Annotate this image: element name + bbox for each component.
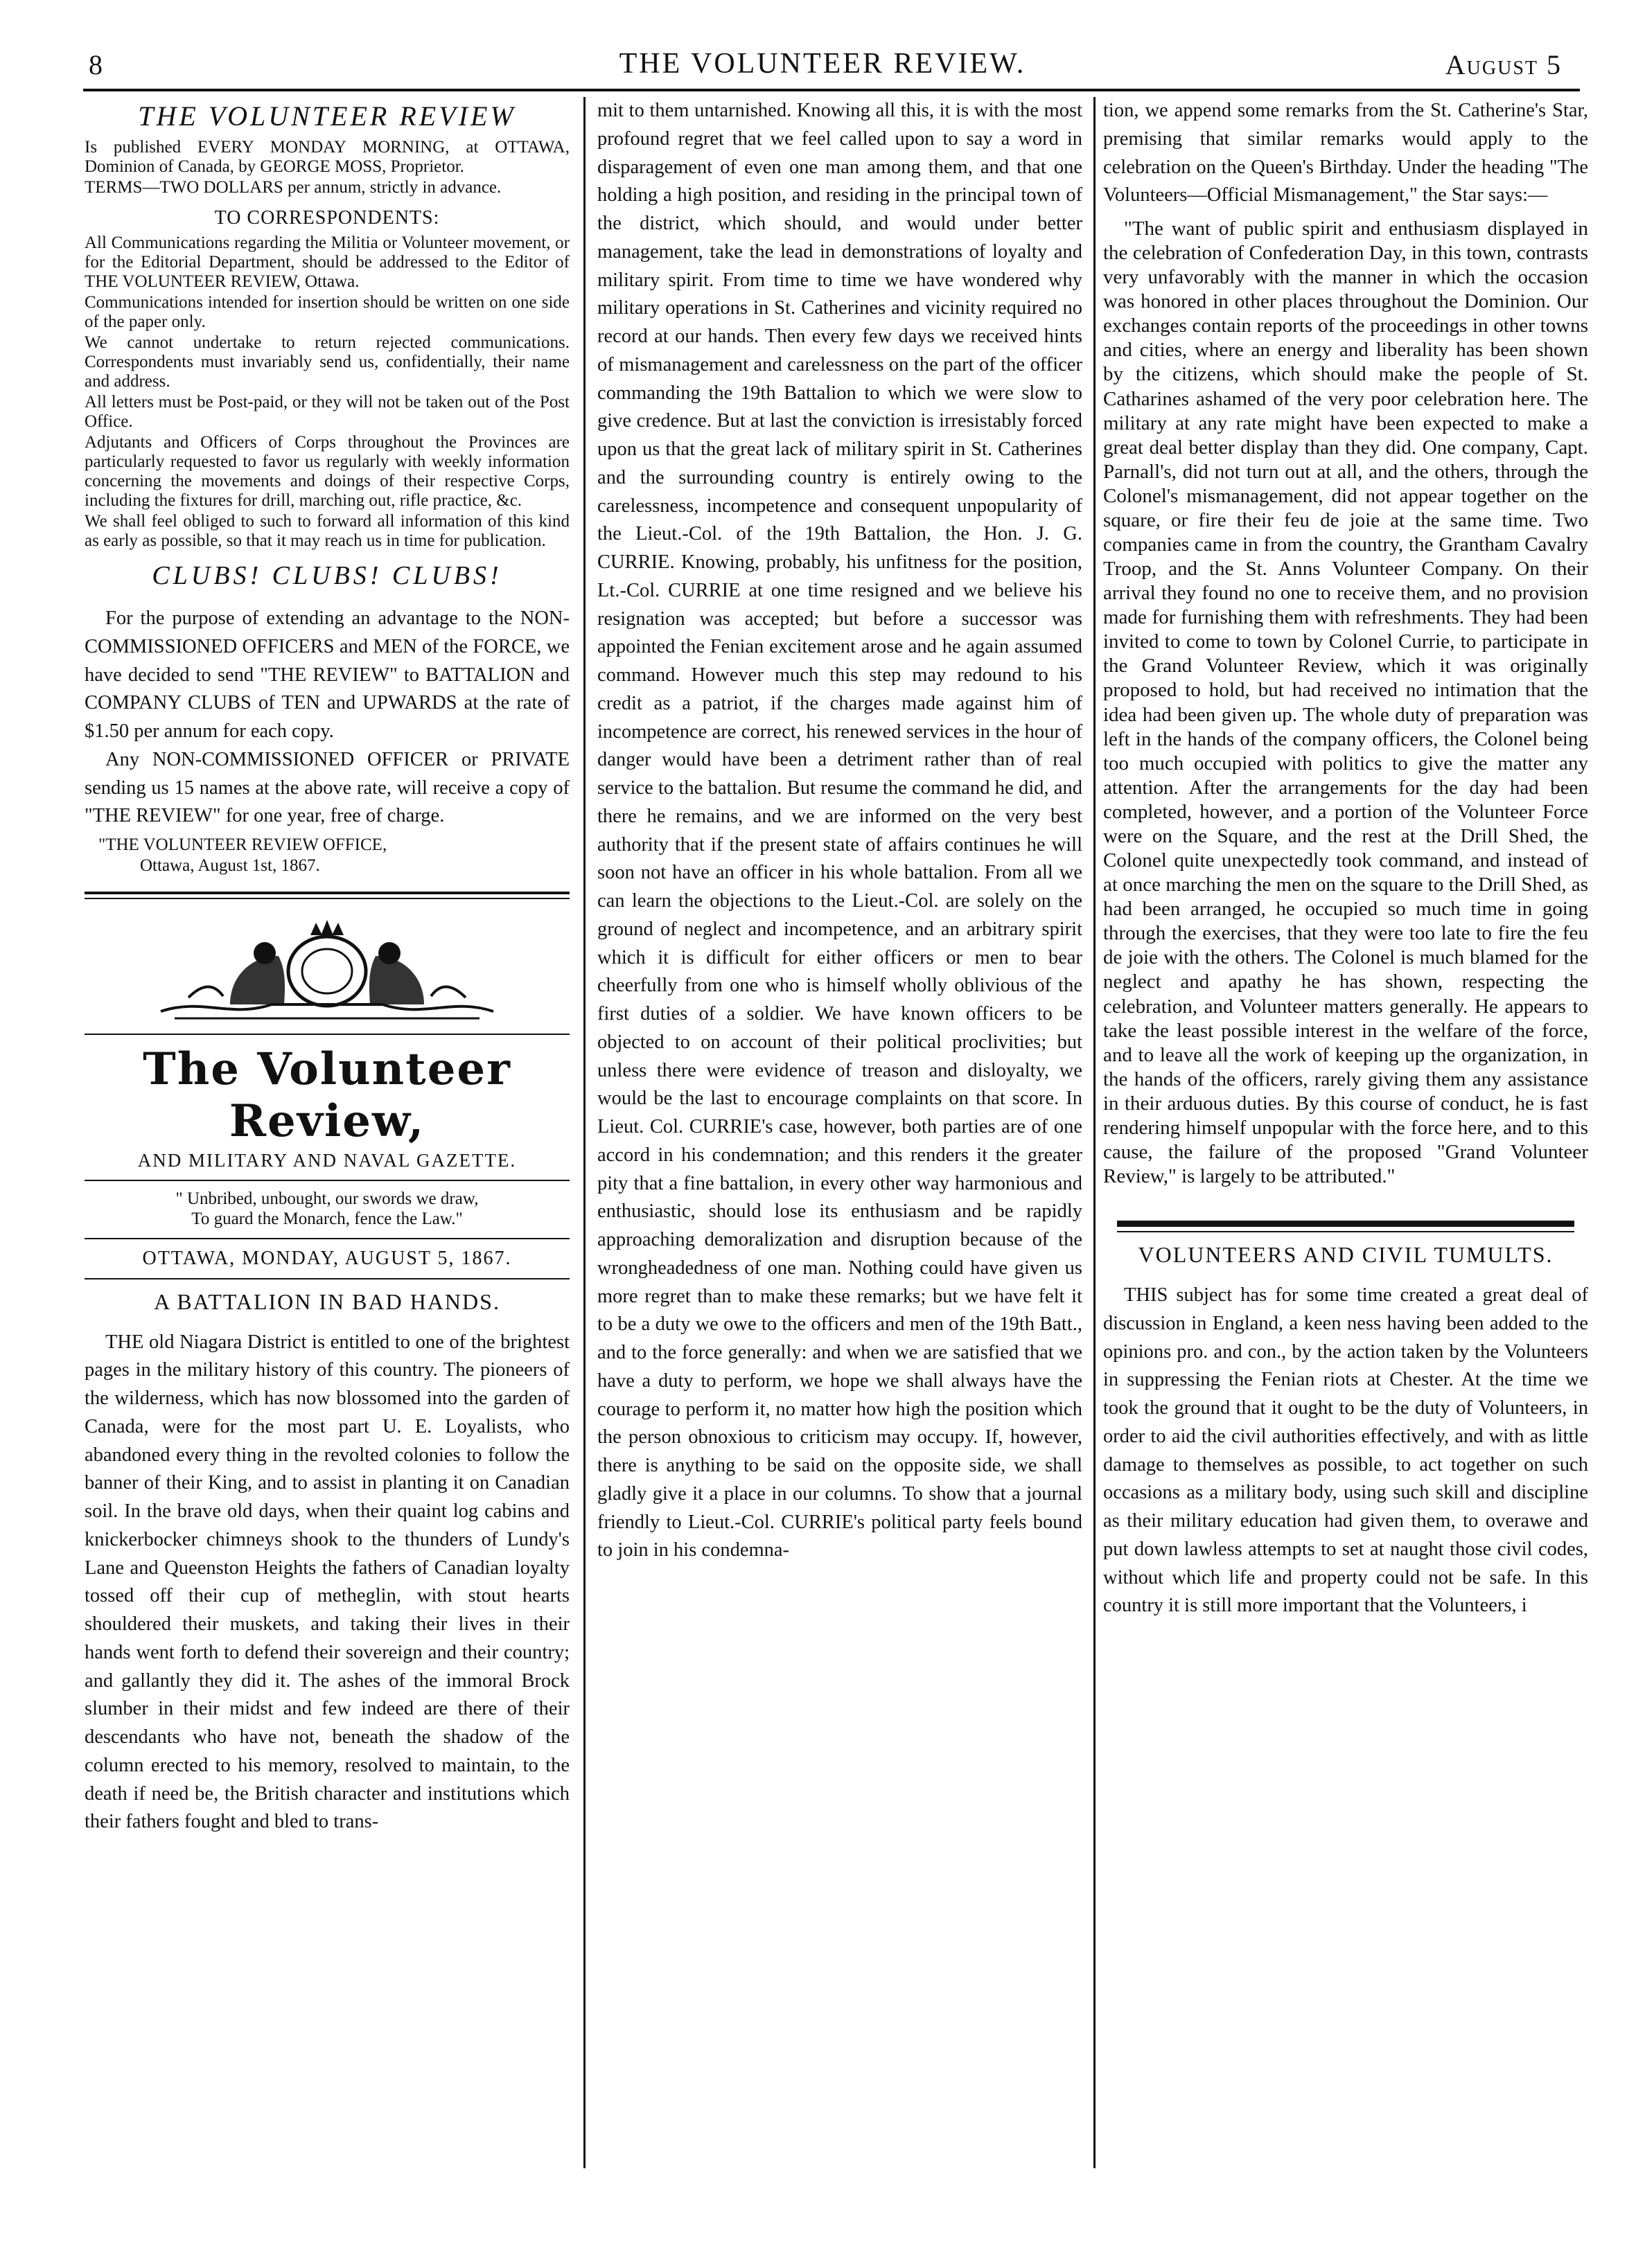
issue-dateline: OTTAWA, MONDAY, AUGUST 5, 1867. xyxy=(142,1247,512,1269)
article-paragraph: THE old Niagara District is entitled to one of the brightest pages in the military history of this country. The pioneers of the wilderness, which has now blossomed into the garden of Canada, were for the most part U. E. Loyalists, who abandoned every thing in the revolted colonies to follow the banner of their King, and to assist in planting it on Canadian soil. In the brave old days, when their quaint log cabins and knickerbocker chimneys shook to the thunders of Lundy's Lane and Queenston Heights the fathers of Canadian loyalty tossed off their cup of metheglin, with stout hearts shouldered their muskets, and taking their lives in their hands went forth to defend their sovereign and their country; and gallantly they did it. The ashes of the immoral Brock slumber in their midst and few indeed are there of their descendants who have not, beneath the shadow of the column erected to his memory, resolved to maintain, to the death if need be, the British character and institutions which their fathers fought and bled to trans- xyxy=(85,1331,570,1833)
star-quotation xyxy=(1103,217,1588,1189)
signature-line: "THE VOLUNTEER REVIEW OFFICE, xyxy=(98,835,387,854)
section-rule xyxy=(1117,1221,1574,1227)
section-rule xyxy=(85,892,570,899)
quotation-paragraph: "The want of public spirit and enthusiasm displayed in the celebration of Confederation Day, in this town, contrasts very unfavorably with the manner in which the occasion was honored in other places throughout the Dominion. Our exchanges contain reports of the proceedings in other towns and cities, where an energy and liberality has been shown by the citizens, which should make the people of St. Catharines ashamed of the very poor celebration here. The military at any rate might have been expected to make a great deal better display than they did. One company, Capt. Parnall's, did not turn out at all, and the others, through the Colonel's mismanagement, did not appear together on the square, or fire their feu de joie at the same time. Two companies came in from the country, the Grantham Cavalry Troop, and the St. Anns Volunteer Company. On their arrival they found no one to receive them, and no provision made for furnishing them with refreshments. They had been invited to come to town by Colonel Currie, to participate in the Grand Volunteer Review, which it was originally proposed to hold, but had received no intimation that the idea had been given up. The whole duty of preparation was left in the hands of the company officers, the Colonel being too much occupied with politics to give the matter any attention. After the arrangements for the day had been completed, however, and a portion of the Volunteer Force were on the Square, and the rest at the Drill Shed, the Colonel quite unexpectedly took command, and instead of at once marching the men on the square to the Drill Shed, as had been arranged, he occupied so much time in going through the exercises, that they were too late to fire the feu de joie with the others. The Colonel is much blamed for the neglect and apathy he has shown, respecting the celebration, and Volunteer matters generally. He appears to take the least possible interest in the welfare of the force, and to leave all the work of keeping up the organization, in the hands of the officers, rarely giving them any assistance in their arduous duties. By this course of conduct, he is fast rendering himself unpopular with the force here, and to this cause, the failure of the proposed "Grand Volunteer Review," is largely to be attributed." xyxy=(1103,218,1588,1188)
royal-arms-emblem xyxy=(147,914,507,1025)
page-title: THE VOLUNTEER REVIEW. xyxy=(619,48,1026,80)
article-paragraph: THIS subject has for some time created a great deal of discussion in England, a keen ness having been added to the opinions pro. and con., by the action taken by the Volunteers in suppressing the Fenian riots at Chester. At the time we took the ground that it ought to be the duty of Volunteers, in order to aid the civil authorities effectively, and with as little damage to themselves as possible, to act together on such occasions as a military body, using such skill and discipline as their military education had given them, to overawe and put down lawless attempts to set at naught those civil codes, without which life and property could not be safe. In this country it is still more important that the Volunteers, i xyxy=(1103,1284,1588,1617)
clubs-para: For the purpose of extending an advantage to the NON-COMMISSIONED OFFICERS and MEN of the FORCE, we have decided to send "THE REVIEW" to BATTALION and COMPANY CLUBS of TEN and UPWARDS at the rate of $1.50 per annum for each copy. xyxy=(85,608,570,742)
clubs-signature xyxy=(98,835,570,876)
signature-line: Ottawa, August 1st, 1867. xyxy=(140,856,320,875)
correspondents-para: We cannot undertake to return rejected communications. Correspondents must invariably send us, confidentially, their name and address. xyxy=(85,333,570,391)
correspondents-notice xyxy=(85,233,570,551)
newspaper-subtitle: AND MILITARY AND NAVAL GAZETTE. xyxy=(137,1150,517,1171)
correspondents-para: All Communications regarding the Militia or Volunteer movement, or for the Editorial Department, should be addressed to the Editor of THE VOLUNTEER REVIEW, Ottawa. xyxy=(85,233,570,291)
article-body xyxy=(85,1329,570,1837)
article-heading: VOLUNTEERS AND CIVIL TUMULTS. xyxy=(1138,1242,1554,1268)
motto xyxy=(85,1189,570,1230)
column-2 xyxy=(597,97,1082,2168)
masthead-rule xyxy=(85,1034,570,1035)
column-divider xyxy=(583,97,586,2168)
correspondents-para: Adjutants and Officers of Corps throughout the Provinces are particularly requested to favor us regularly with weekly information concerning the movements and doings of their respective Corps, including the fixtures for drill, marching out, rifle practice, &c. xyxy=(85,433,570,510)
header-rule xyxy=(83,89,1580,91)
article-continued xyxy=(1103,97,1588,210)
correspondents-para: Communications intended for insertion should be written on one side of the paper only. xyxy=(85,293,570,331)
page-date: August 5 xyxy=(1445,49,1562,80)
motto-line: To guard the Monarch, fence the Law." xyxy=(191,1209,463,1228)
column-divider xyxy=(1093,97,1096,2168)
motto-line: " Unbribed, unbought, our swords we draw, xyxy=(175,1189,479,1208)
correspondents-para: All letters must be Post-paid, or they will not be taken out of the Post Office. xyxy=(85,393,570,431)
column-3 xyxy=(1103,97,1588,2168)
correspondents-heading: TO CORRESPONDENTS: xyxy=(214,207,440,229)
terms-line: TERMS—TWO DOLLARS per annum, strictly in advance. xyxy=(85,178,502,197)
subtitle-rule xyxy=(85,1180,570,1181)
section-rule xyxy=(1117,1231,1574,1232)
article-heading: A BATTALION IN BAD HANDS. xyxy=(154,1288,500,1314)
clubs-heading: CLUBS! CLUBS! CLUBS! xyxy=(152,561,502,590)
page-number: 8 xyxy=(89,49,103,80)
column-1 xyxy=(85,97,570,2168)
motto-rule xyxy=(85,1238,570,1239)
clubs-para: Any NON-COMMISSIONED OFFICER or PRIVATE sending us 15 names at the above rate, will receive a copy of "THE REVIEW" for one year, free of charge. xyxy=(85,748,570,827)
masthead-title: THE VOLUNTEER REVIEW xyxy=(138,100,516,132)
publication-notice xyxy=(85,138,570,197)
clubs-notice xyxy=(85,605,570,831)
article-continued xyxy=(597,97,1082,1565)
publish-line: Is published EVERY MONDAY MORNING, at OTTAWA, Dominion of Canada, by GEORGE MOSS, Proprietor. xyxy=(85,138,570,176)
article-body xyxy=(1103,1282,1588,1620)
newspaper-name: The Volunteer Review, xyxy=(143,1043,511,1147)
page-header xyxy=(0,0,1645,80)
article-paragraph: tion, we append some remarks from the St. Catherine's Star, premising that similar remarks would apply to the celebration on the Queen's Birthday. Under the heading "The Volunteers—Official Mismanagement," the Star says:— xyxy=(1103,100,1588,206)
article-paragraph: mit to them untarnished. Knowing all this, it is with the most profound regret that we feel called upon to say a word in disparagement of even one man among them, and that one holding a high position, and residing in the principal town of the district, which should, and would under better management, take the lead in demonstrations of loyalty and military spirit. From time to time we have wondered why military operations in St. Catherines and vicinity required no record at our hands. Then every few days we received hints of mismanagement and carelessness on the part of the officer commanding the 19th Battalion to which we were slow to give credence. But at last the conviction is irresistably forced upon us that the great lack of military spirit in St. Catherines and the surrounding country is entirely owing to the carelessness, incompetence and consequent unpopularity of the Lieut.-Col. of the 19th Battalion, the Hon. J. G. CURRIE. Knowing, probably, his unfitness for the position, Lt.-Col. CURRIE at one time resigned and we believe his resignation was accepted; but before a successor was appointed the Fenian excitement arose and he again assumed command. However much this step may redound to his credit as a patriot, if the charges made against him of incompetence are correct, his renewed services in the hour of danger would have been a detriment rather than of real service to the battalion. But resume the command he did, and there he remains, and we are informed on the very best authority that if the present state of affairs continues he will soon not have an officer in his whole battalion. From all we can learn the objections to the Lieut.-Col. are solely on the ground of neglect and incompetence, and an arbitrary spirit which it is difficult for either officers or men to bear cheerfully from one who is himself wholly oblivious of the first duties of a soldier. We have known officers to be objected to on account of their political proclivities; but unless there were evidence of treason and disloyalty, we would be the last to encourage complaints on that score. In Lieut. Col. CURRIE's case, however, both parties are of one accord in his condemnation; and this renders it the greater pity that a fine battalion, in every other way harmonious and enthusiastic, should lose its enthusiasm and be rapidly approaching demoralization and disruption because of the wrongheadedness of one man. Nothing could have given us more regret than to make these remarks; but we have felt it to be a duty we owe to the officers and men of the 19th Batt., and to the force generally: and when we are satisfied that we have a duty to perform, we hope we shall always have the courage to perform it, no matter how high the position which the person obnoxious to criticism may occupy. If, however, there is anything to be said on the opposite side, we shall gladly give it a place in our columns. To show that a journal friendly to Lieut.-Col. CURRIE's political party feels bound to join in his condemna- xyxy=(597,100,1082,1561)
dateline-rule xyxy=(85,1278,570,1279)
correspondents-para: We shall feel obliged to such to forward all information of this kind as early as possible, so that it may reach us in time for publication. xyxy=(85,512,570,550)
